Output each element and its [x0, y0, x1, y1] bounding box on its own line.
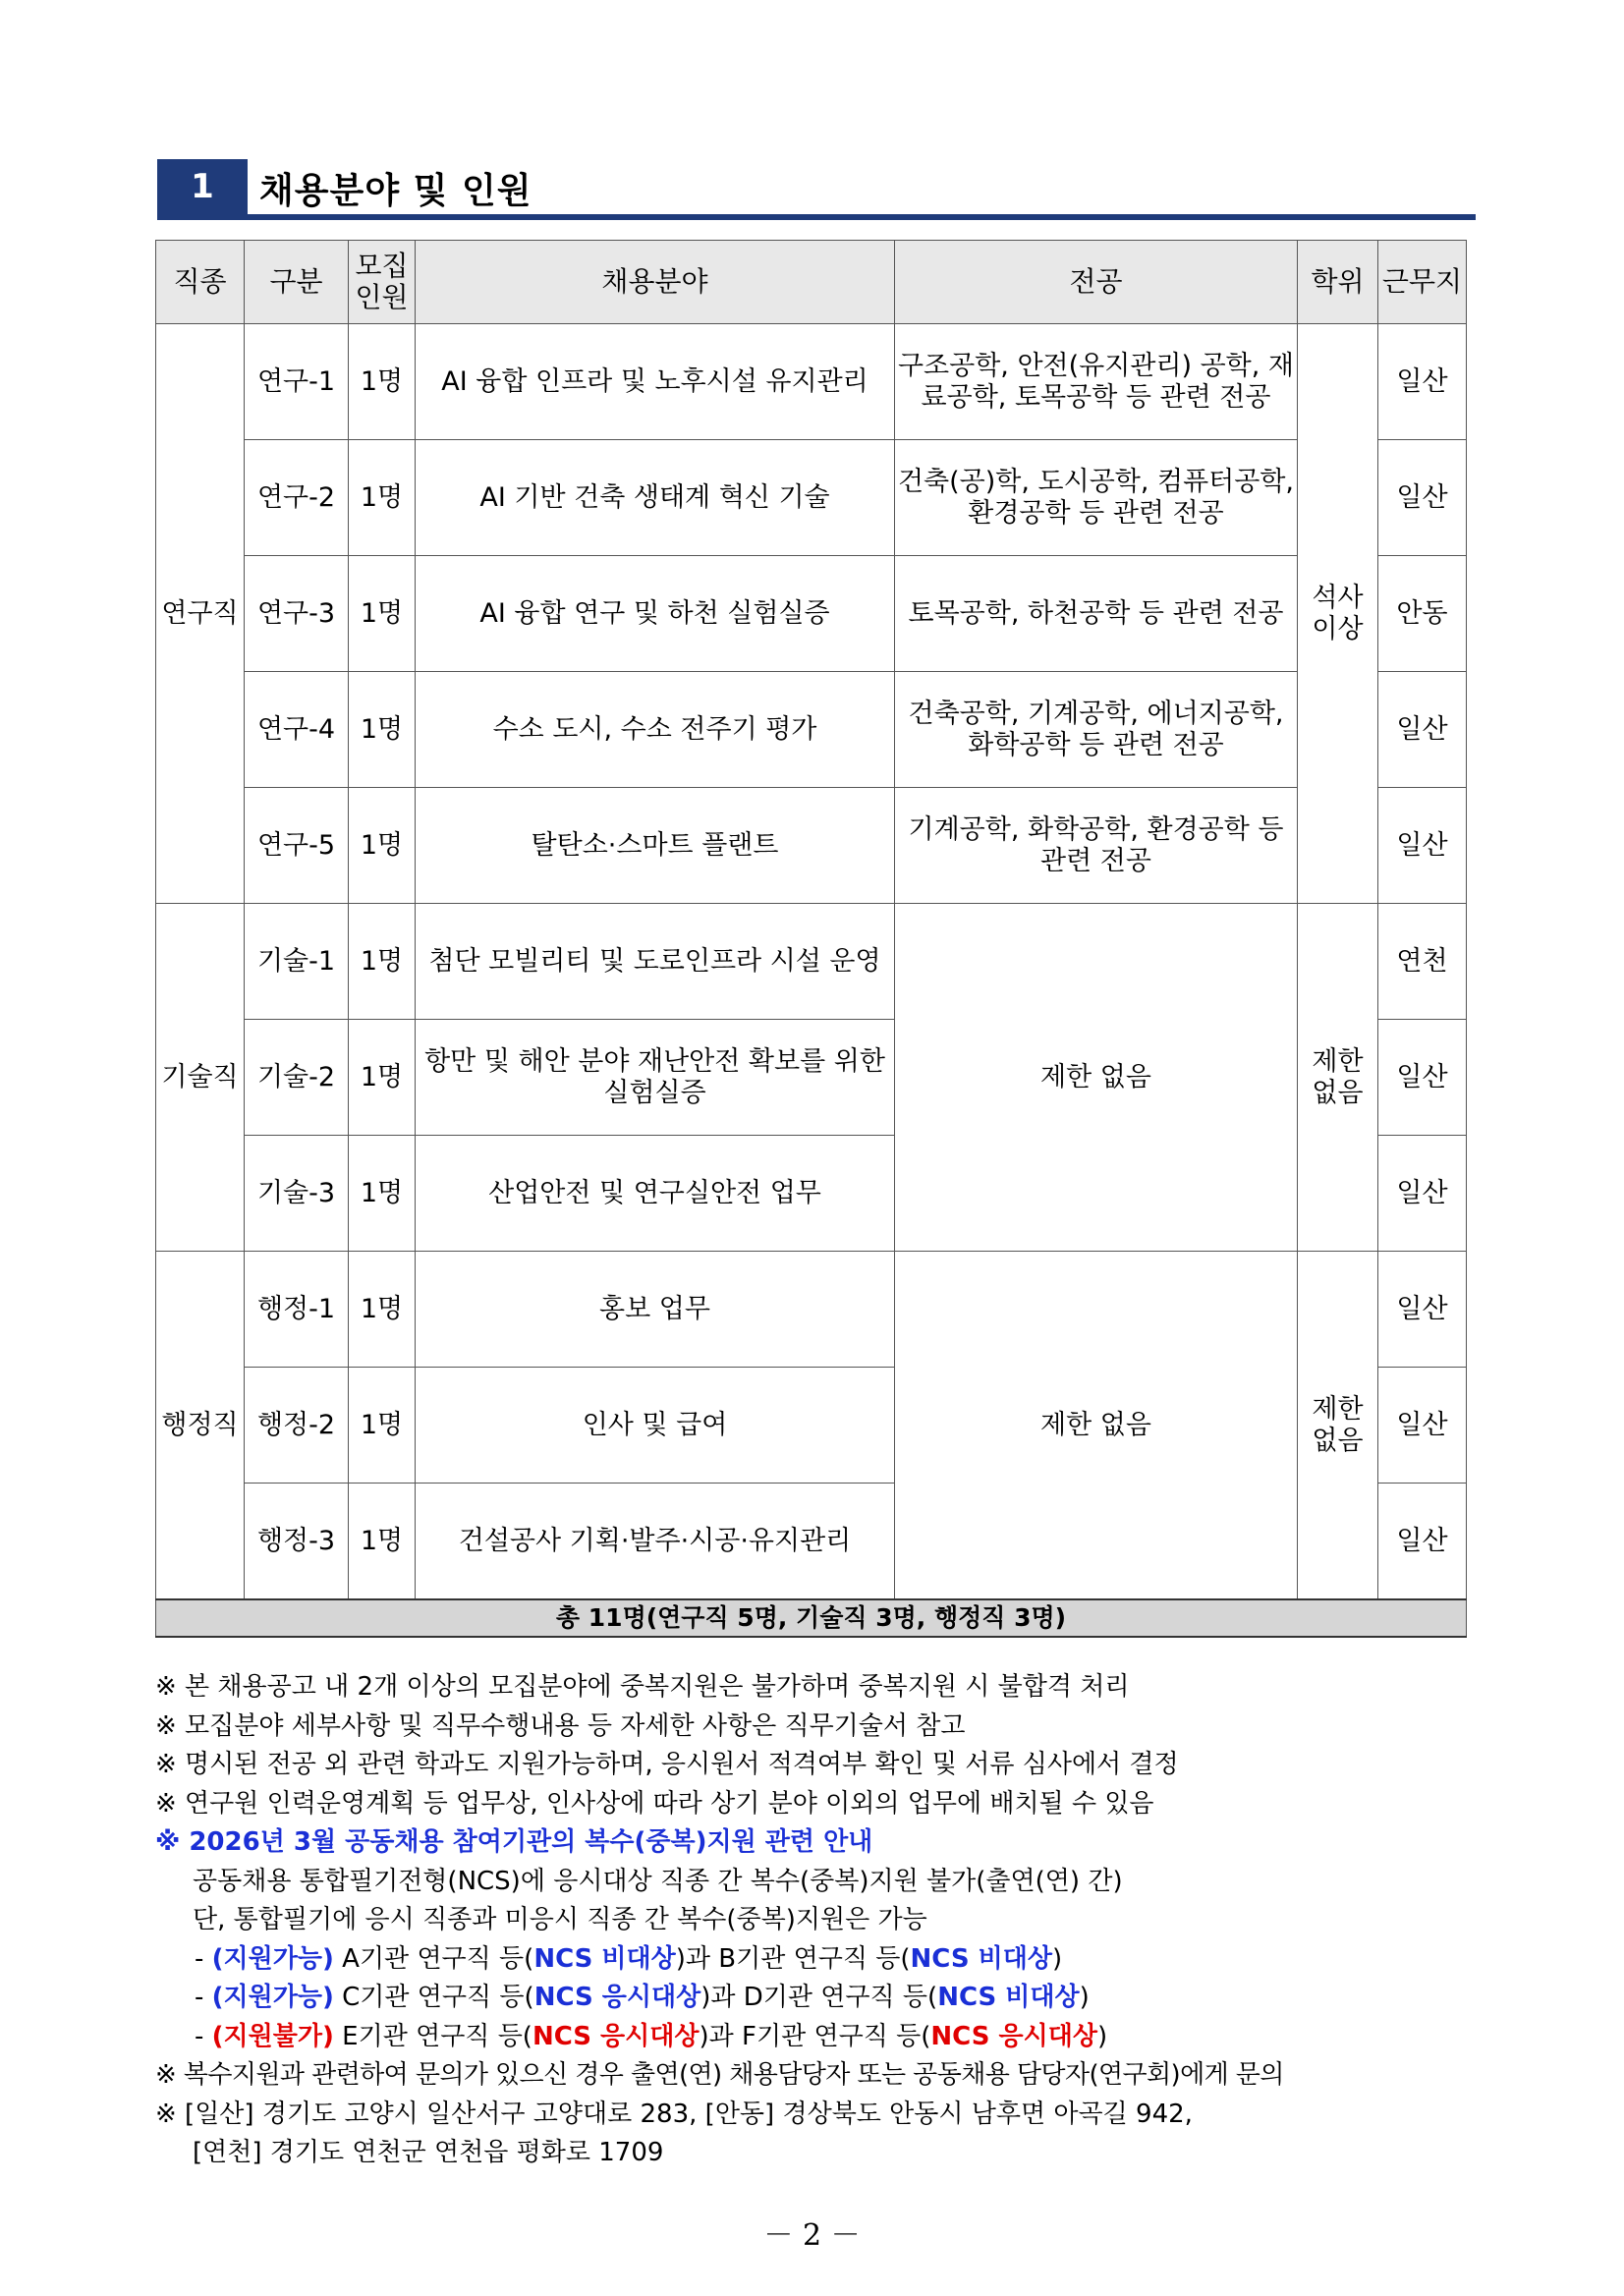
- section-number: 1: [157, 159, 248, 214]
- row-location: 일산: [1378, 324, 1467, 440]
- table-row: [156, 672, 1467, 788]
- header-field: 채용분야: [416, 241, 895, 324]
- row-count: 1명: [349, 672, 416, 788]
- row-code: 행정-1: [245, 1252, 349, 1368]
- section-title: 채용분야 및 인원: [259, 171, 532, 211]
- notes-section: [155, 1668, 1477, 2173]
- row-code: 연구-2: [245, 440, 349, 556]
- note-joint-line2: 단, 통합필기에 응시 직종과 미응시 직종 간 복수(중복)지원은 가능: [193, 1905, 927, 1934]
- case-tag: NCS 비대상: [937, 1983, 1080, 2012]
- table-row: [156, 904, 1467, 1020]
- header-category: 구분: [245, 241, 349, 324]
- row-major: 건축공학, 기계공학, 에너지공학, 화학공학 등 관련 전공: [895, 672, 1298, 788]
- row-code: 기술-3: [245, 1136, 349, 1252]
- degree-tech: 제한 없음: [1298, 904, 1378, 1252]
- case-tag: NCS 응시대상: [532, 2021, 700, 2051]
- case-status: (지원가능): [211, 1983, 334, 2012]
- page-number: － 2 －: [763, 2218, 861, 2253]
- row-code: 행정-2: [245, 1368, 349, 1484]
- header-location: 근무지: [1378, 241, 1467, 324]
- row-count: 1명: [349, 324, 416, 440]
- jobtype-admin: 행정직: [156, 1252, 245, 1600]
- recruitment-table: [155, 240, 1467, 1638]
- row-count: 1명: [349, 1252, 416, 1368]
- header-jobtype: 직종: [156, 241, 245, 324]
- row-major: 기계공학, 화학공학, 환경공학 등 관련 전공: [895, 788, 1298, 904]
- major-admin: 제한 없음: [895, 1252, 1298, 1600]
- case-2: [155, 1979, 1477, 2018]
- note-joint-line1: 공동채용 통합필기전형(NCS)에 응시대상 직종 간 복수(중복)지원 불가(출연(연) 간): [193, 1866, 1123, 1896]
- row-major: 건축(공)학, 도시공학, 컴퓨터공학, 환경공학 등 관련 전공: [895, 440, 1298, 556]
- note-address-2: [연천] 경기도 연천군 연천읍 평화로 1709: [193, 2138, 664, 2167]
- table-row: [156, 556, 1467, 672]
- section-heading: [157, 159, 1476, 220]
- major-tech: 제한 없음: [895, 904, 1298, 1252]
- row-count: 1명: [349, 1136, 416, 1252]
- row-field: 항만 및 해안 분야 재난안전 확보를 위한 실험실증: [416, 1020, 895, 1136]
- row-location: 안동: [1378, 556, 1467, 672]
- case-tag: NCS 비대상: [910, 1943, 1052, 1974]
- row-count: 1명: [349, 904, 416, 1020]
- case-tag: NCS 응시대상: [930, 2021, 1097, 2051]
- row-field: AI 융합 인프라 및 노후시설 유지관리: [416, 324, 895, 440]
- row-count: 1명: [349, 1020, 416, 1136]
- row-field: AI 융합 연구 및 하천 실험실증: [416, 556, 895, 672]
- table-row: [156, 324, 1467, 440]
- header-degree: 학위: [1298, 241, 1378, 324]
- note-joint-heading: ※ 2026년 3월 공동채용 참여기관의 복수(중복)지원 관련 안내: [155, 1827, 873, 1857]
- row-field: 첨단 모빌리티 및 도로인프라 시설 운영: [416, 904, 895, 1020]
- row-location: 일산: [1378, 1020, 1467, 1136]
- row-location: 일산: [1378, 1368, 1467, 1484]
- note-major: ※ 명시된 전공 외 관련 학과도 지원가능하며, 응시원서 적격여부 확인 및 서류 심사에서 결정: [155, 1750, 1179, 1779]
- row-field: 탈탄소·스마트 플랜트: [416, 788, 895, 904]
- row-field: 산업안전 및 연구실안전 업무: [416, 1136, 895, 1252]
- case-3: [155, 2018, 1477, 2057]
- row-code: 행정-3: [245, 1484, 349, 1600]
- degree-admin: 제한 없음: [1298, 1252, 1378, 1600]
- row-field: AI 기반 건축 생태계 혁신 기술: [416, 440, 895, 556]
- row-code: 연구-4: [245, 672, 349, 788]
- case-1: [155, 1940, 1477, 1980]
- row-major: 토목공학, 하천공학 등 관련 전공: [895, 556, 1298, 672]
- case-text: A기관 연구직 등(: [333, 1943, 534, 1974]
- row-count: 1명: [349, 788, 416, 904]
- row-field: 건설공사 기획·발주·시공·유지관리: [416, 1484, 895, 1600]
- case-text: )과 D기관 연구직 등(: [700, 1983, 938, 2012]
- case-dash: -: [195, 1943, 212, 1974]
- row-location: 일산: [1378, 1136, 1467, 1252]
- row-location: 일산: [1378, 788, 1467, 904]
- header-major: 전공: [895, 241, 1298, 324]
- section-rule: [157, 214, 1476, 220]
- note-contact: ※ 복수지원과 관련하여 문의가 있으신 경우 출연(연) 채용담당자 또는 공동채용 담당자(연구회)에게 문의: [155, 2060, 1284, 2090]
- case-tag: NCS 응시대상: [533, 1983, 701, 2012]
- row-code: 연구-5: [245, 788, 349, 904]
- note-duplicate: ※ 본 채용공고 내 2개 이상의 모집분야에 중복지원은 불가하며 중복지원 시 불합격 처리: [155, 1672, 1130, 1702]
- row-count: 1명: [349, 1368, 416, 1484]
- row-location: 일산: [1378, 440, 1467, 556]
- case-text: ): [1079, 1983, 1090, 2012]
- note-address: ※ [일산] 경기도 고양시 일산서구 고양대로 283, [안동] 경상북도 안동시 남후면 아곡길 942,: [155, 2099, 1193, 2129]
- case-status: (지원불가): [211, 2021, 334, 2051]
- case-text: )과 F기관 연구직 등(: [699, 2021, 931, 2051]
- row-field: 홍보 업무: [416, 1252, 895, 1368]
- row-location: 연천: [1378, 904, 1467, 1020]
- table-row: [156, 1252, 1467, 1368]
- case-status: (지원가능): [211, 1943, 334, 1974]
- jobtype-tech: 기술직: [156, 904, 245, 1252]
- row-location: 일산: [1378, 1252, 1467, 1368]
- row-code: 연구-3: [245, 556, 349, 672]
- jobtype-research: 연구직: [156, 324, 245, 904]
- row-code: 연구-1: [245, 324, 349, 440]
- note-assignment: ※ 연구원 인력운영계획 등 업무상, 인사상에 따라 상기 분야 이외의 업무에 배치될 수 있음: [155, 1788, 1154, 1819]
- note-details: ※ 모집분야 세부사항 및 직무수행내용 등 자세한 사항은 직무기술서 참고: [155, 1710, 966, 1741]
- case-text: C기관 연구직 등(: [333, 1983, 534, 2012]
- total-row: [156, 1599, 1467, 1637]
- row-location: 일산: [1378, 672, 1467, 788]
- case-tag: NCS 비대상: [533, 1943, 676, 1974]
- case-text: ): [1096, 2021, 1108, 2051]
- table-row: [156, 440, 1467, 556]
- degree-research: 석사 이상: [1298, 324, 1378, 904]
- row-code: 기술-2: [245, 1020, 349, 1136]
- total-summary: 총 11명(연구직 5명, 기술직 3명, 행정직 3명): [156, 1599, 1467, 1637]
- row-code: 기술-1: [245, 904, 349, 1020]
- row-count: 1명: [349, 440, 416, 556]
- case-text: )과 B기관 연구직 등(: [675, 1943, 911, 1974]
- case-dash: -: [195, 2021, 212, 2051]
- row-location: 일산: [1378, 1484, 1467, 1600]
- row-count: 1명: [349, 1484, 416, 1600]
- table-row: [156, 788, 1467, 904]
- row-count: 1명: [349, 556, 416, 672]
- header-count: 모집 인원: [349, 241, 416, 324]
- case-text: ): [1051, 1943, 1063, 1974]
- case-dash: -: [195, 1983, 212, 2012]
- row-major: 구조공학, 안전(유지관리) 공학, 재료공학, 토목공학 등 관련 전공: [895, 324, 1298, 440]
- row-field: 인사 및 급여: [416, 1368, 895, 1484]
- table-header-row: [156, 241, 1467, 324]
- case-text: E기관 연구직 등(: [333, 2021, 532, 2051]
- row-field: 수소 도시, 수소 전주기 평가: [416, 672, 895, 788]
